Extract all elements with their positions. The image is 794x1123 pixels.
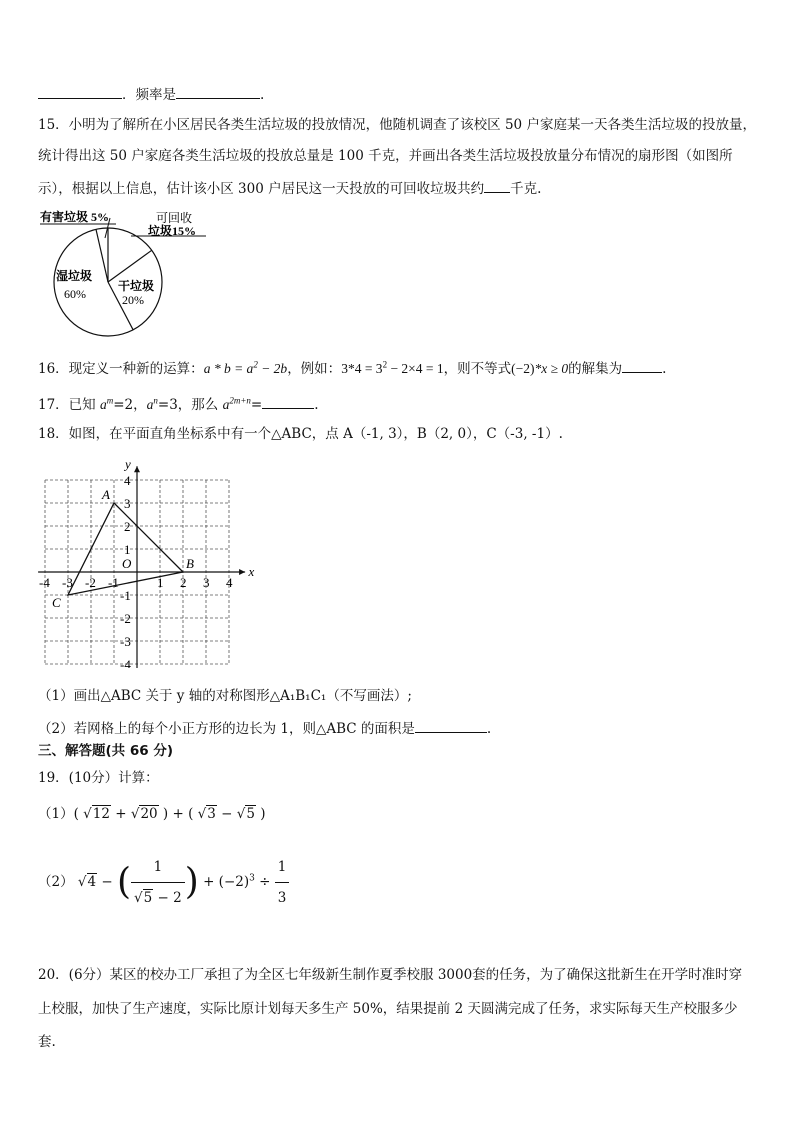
point-a-label: A	[102, 487, 110, 502]
q15-line2: 统计得出这 50 户家庭各类生活垃圾的投放总量是 100 千克，并画出各类生活垃圾投放量分布情况的扇形图（如图所	[38, 148, 733, 164]
top-line: ．频率是 .	[38, 84, 764, 104]
q20-line3: 套.	[38, 1034, 56, 1050]
freq-label: ．频率是	[122, 87, 176, 103]
q16-prefix: 16．现定义一种新的运算：	[38, 361, 204, 377]
q16-suffix: 的解集为	[568, 361, 623, 377]
y-tick-label: 3	[124, 496, 131, 511]
q17-eq3: =	[250, 397, 263, 413]
q17-a3: a	[222, 397, 230, 412]
y-axis-arrow	[134, 466, 140, 472]
q16-inequality: (−2)*x ≥ 0	[511, 361, 569, 376]
y-tick-label: 2	[124, 519, 131, 534]
pie-label-dry: 干垃圾	[118, 279, 155, 293]
y-tick-label: -3	[120, 634, 131, 649]
answer-blank	[415, 718, 487, 733]
x-tick-label: -3	[62, 575, 73, 590]
q19-title: 19．(10分）计算：	[38, 770, 159, 786]
y-tick-label: -2	[120, 611, 131, 626]
pie-label-recycle: 可回收	[156, 211, 193, 225]
section-title: 三、解答题(共 66 分)	[38, 743, 174, 759]
q17-eq2: =3，那么	[157, 397, 223, 413]
q19-part2: （2） √4 − ( $\frac{1}{√5 - 2}$ ) + $(-2)^3$ ÷ $\frac{1}{3}$	[38, 852, 764, 913]
q15-line3-unit: 千克.	[510, 181, 542, 197]
answer-blank	[622, 358, 662, 373]
y-axis-label: y	[125, 456, 131, 472]
pie-slice-line	[108, 250, 152, 282]
coordinate-graph	[32, 452, 262, 668]
q18-sub1: （1）画出△ABC 关于 y 轴的对称图形△A₁B₁C₁（不写画法）;	[38, 688, 412, 704]
y-tick-label: -1	[120, 588, 131, 603]
pie-label-wet-pct: 60%	[64, 287, 86, 301]
q16-example: $3*4 = 3^2 - 2\times 4 = 1$	[341, 359, 444, 376]
pie-label-harmful: 有害垃圾 5%	[40, 210, 110, 224]
q18-sub2-text: （2）若网格上的每个小正方形的边长为 1，则△ABC 的面积是	[38, 721, 415, 737]
q18-line: 18．如图，在平面直角坐标系中有一个△ABC，点 A（-1, 3），B（2, 0），C（-3, -1）.	[38, 426, 563, 442]
q20-line2: 上校服，加快了生产速度，实际比原计划每天多生产 50%，结果提前 2 天圆满完成了任务，求实际每天生产校服多少	[38, 1001, 738, 1017]
answer-blank	[484, 178, 510, 193]
q15-line3	[38, 178, 764, 198]
pie-label-dry-pct: 20%	[122, 293, 144, 307]
x-tick-label: 2	[180, 575, 187, 590]
q17-a1: a	[99, 397, 107, 412]
q15-line1: 15．小明为了解所在小区居民各类生活垃圾的投放情况，他随机调查了该校区 50 户家庭某一天各类生活垃圾的投放量，	[38, 117, 756, 133]
q19-part1: （1）( √12 + √20 ) + ( √3 − √5 )	[38, 806, 266, 822]
pie-label-recycle: 垃圾15%	[148, 224, 197, 238]
x-tick-label: 3	[203, 575, 210, 590]
y-tick-label: 1	[124, 542, 131, 557]
q17-exp-n: n	[153, 395, 158, 406]
answer-blank	[262, 394, 314, 409]
q17-prefix: 17．已知	[38, 397, 100, 413]
x-tick-label: -2	[85, 575, 96, 590]
q17-a2: a	[146, 397, 154, 412]
q18-sub2: （2）若网格上的每个小正方形的边长为 1，则△ABC 的面积是 .	[38, 718, 764, 738]
x-tick-label: -4	[39, 575, 50, 590]
q16-mid1: ，例如：	[287, 361, 342, 377]
q17-exp-2mn: 2m+n	[229, 395, 251, 406]
q17-exp-m: m	[106, 395, 114, 406]
y-tick-label: -4	[120, 657, 131, 668]
q17-line: 17．已知 $a^m=2$，$a^n=3$，那么 $a^{2m+n}=$ .	[38, 395, 319, 413]
pie-slice-line	[96, 229, 108, 282]
x-tick-label: 1	[157, 575, 164, 590]
x-tick-label: 4	[226, 575, 233, 590]
x-axis-arrow	[239, 569, 245, 575]
q15-line3-text: 示），根据以上信息，估计该小区 300 户居民这一天投放的可回收垃圾共约	[38, 181, 485, 197]
q16-line: 16．现定义一种新的运算：$a * b = a^2 - 2b$，例如：$3*4 = 3^2 - 2\times 4 = 1$，则不等式(−2)*x ≥ 0的解集为 .	[38, 359, 667, 377]
q19-p1-label: （1）	[38, 806, 74, 822]
q20-line1: 20．(6分）某区的校办工厂承担了为全区七年级新生制作夏季校服 3000套的任务，为了确保这批新生在开学时准时穿	[38, 967, 743, 983]
q16-definition: $a * b = a^2 - 2b$	[203, 359, 288, 376]
answer-blank	[38, 84, 122, 99]
point-c-label: C	[52, 595, 61, 610]
x-axis-label: x	[248, 564, 255, 579]
x-tick-label: -1	[108, 575, 119, 590]
q16-mid2: ，则不等式	[443, 361, 512, 377]
q17-eq1: =2，	[113, 397, 147, 413]
origin-label: O	[122, 556, 132, 571]
q19-p2-label: （2）	[38, 874, 74, 890]
pie-chart	[36, 206, 216, 338]
y-tick-label: 4	[124, 473, 131, 488]
answer-blank	[176, 84, 260, 99]
point-b-label: B	[186, 556, 194, 571]
pie-label-wet: 湿垃圾	[56, 269, 93, 283]
